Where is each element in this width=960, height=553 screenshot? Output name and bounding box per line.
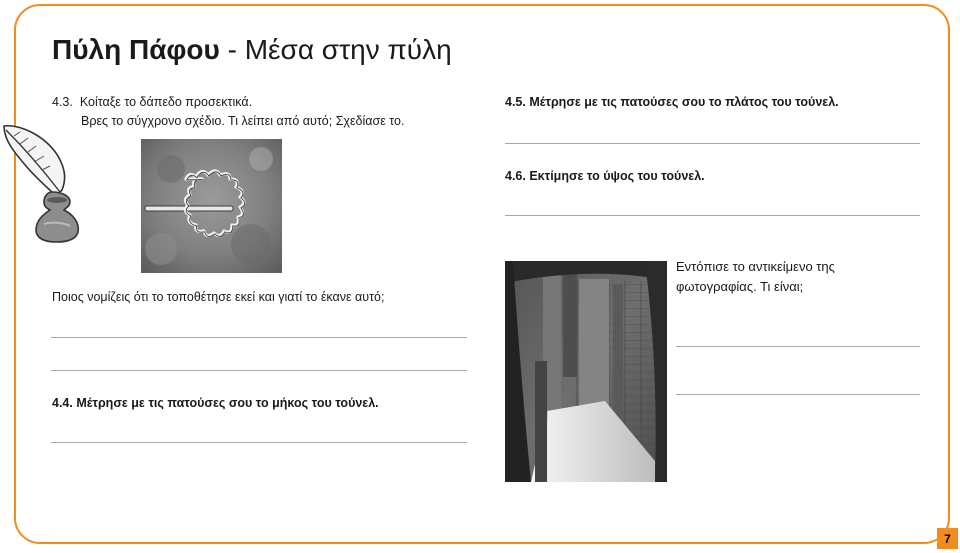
answer-line (51, 337, 467, 338)
answer-line (676, 346, 920, 347)
title-rest: - Μέσα στην πύλη (219, 34, 452, 65)
page-number: 7 (937, 528, 958, 549)
answer-line (51, 370, 467, 371)
page-title (52, 34, 452, 66)
q45-text: 4.5. Μέτρησε με τις πατούσες σου το πλάτος του τούνελ. (505, 95, 839, 109)
answer-line (505, 215, 920, 216)
title-bold: Πύλη Πάφου (52, 34, 220, 65)
q43-line2: Βρες το σύγχρονο σχέδιο. Τι λείπει από αυτό; Σχεδίασε το. (81, 114, 405, 128)
q43-line1 (52, 95, 252, 109)
answer-line (505, 143, 920, 144)
tunnel-photo (505, 261, 667, 482)
answer-line (676, 394, 920, 395)
floor-pattern-photo (141, 139, 282, 273)
q47-line2: φωτογραφίας. Τι είναι; (676, 279, 804, 294)
quill-inkwell-icon (0, 120, 92, 245)
q46-text: 4.6. Εκτίμησε το ύψος του τούνελ. (505, 169, 705, 183)
page-frame (14, 4, 950, 544)
q43-followup: Ποιος νομίζεις ότι το τοποθέτησε εκεί και γιατί το έκανε αυτό; (52, 290, 385, 304)
q43-text1: Κοίταξε το δάπεδο προσεκτικά. (79, 95, 253, 109)
q47-line1: Εντόπισε το αντικείμενο της (676, 259, 835, 274)
q43-number: 4.3. (52, 95, 73, 109)
q44-text: 4.4. Μέτρησε με τις πατούσες σου το μήκος του τούνελ. (52, 396, 379, 410)
answer-line (51, 442, 467, 443)
